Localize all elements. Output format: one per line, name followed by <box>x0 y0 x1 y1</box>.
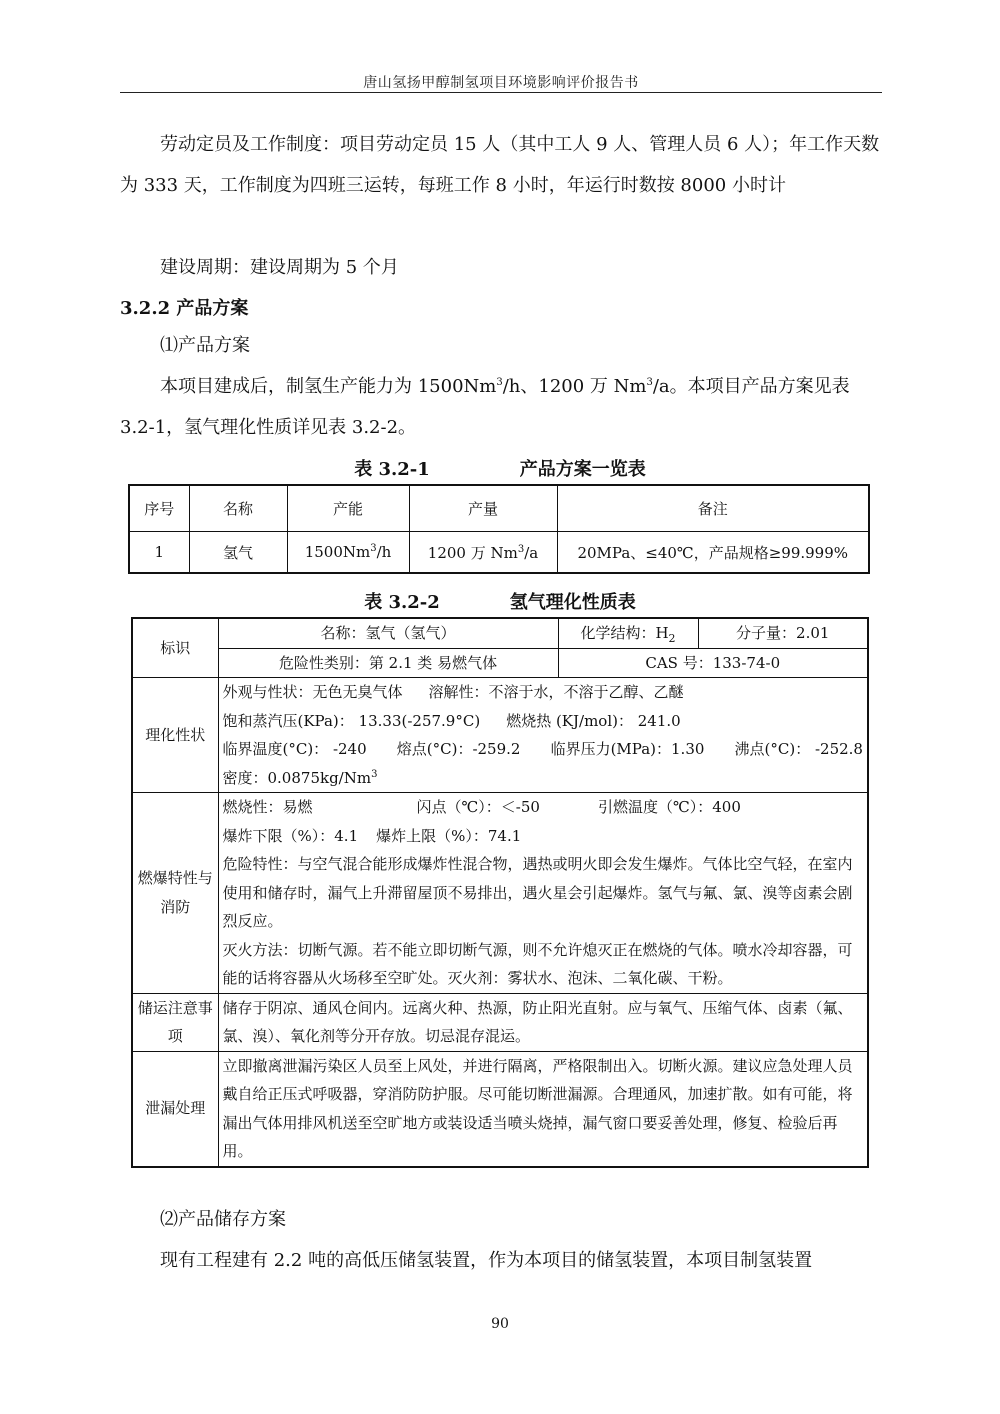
header-cell: 名称 <box>189 485 287 532</box>
ident-row-2 <box>132 648 868 678</box>
leak-label: 泄漏处理 <box>132 1051 218 1167</box>
fire-label: 燃爆特性与消防 <box>132 793 218 994</box>
flash-point: 闪点（℃）：＜-50 <box>416 798 540 816</box>
density: 密度：0.0875kg/Nm$^3$ <box>222 768 378 787</box>
row-capacity: 1500Nm$^3$/h <box>287 532 409 574</box>
ident-row-1 <box>132 618 868 648</box>
header-cell: 序号 <box>129 485 189 532</box>
product-plan-table <box>128 484 870 574</box>
hazard-class: 危险性类别：第 2.1 类 易燃气体 <box>218 648 558 678</box>
table-row <box>129 532 869 574</box>
page-header: 唐山氢扬甲醇制氢项目环境影响评价报告书 <box>363 75 639 91</box>
table1-caption: 表 3.2-1 产品方案一览表 <box>354 459 646 480</box>
hydrogen-properties-table <box>131 617 869 1168</box>
ident-label: 标识 <box>132 618 218 678</box>
physical-label: 理化性状 <box>132 678 218 793</box>
subsection-storage-plan: ⑵产品储存方案 <box>160 1209 286 1230</box>
row-remark: 20MPa、≤40℃，产品规格≥99.999% <box>557 532 869 574</box>
storage-label: 储运注意事项 <box>132 993 218 1051</box>
vapor-pressure: 饱和蒸汽压(KPa)： 13.33(-257.9°C) <box>222 711 481 730</box>
row-name: 氢气 <box>189 532 287 574</box>
fire-properties <box>218 793 868 994</box>
substance-name: 名称：氢气（氢气） <box>218 618 558 648</box>
subsection-product-plan: ⑴产品方案 <box>160 335 250 356</box>
header-cell: 备注 <box>557 485 869 532</box>
hazard-characteristics: 危险特性：与空气混合能形成爆炸性混合物，遇热或明火即会发生爆炸。气体比空气轻，在室内使用和储存时，漏气上升滞留屋顶不易排出，遇火星会引起爆炸。氢气与氟、氯、溴等卤素会剧烈反应。 <box>222 855 853 930</box>
section-heading: 3.2.2 产品方案 <box>120 298 249 319</box>
header-cell: 产量 <box>409 485 557 532</box>
header-cell: 产能 <box>287 485 409 532</box>
construction-paragraph: 建设周期：建设周期为 5 个月 <box>160 257 399 278</box>
solubility: 溶解性：不溶于水，不溶于乙醇、乙醚 <box>428 683 684 701</box>
storage-paragraph: 现有工程建有 2.2 吨的高低压储氢装置，作为本项目的储氢装置，本项目制氢装置 <box>160 1250 813 1271</box>
storage-notes: 储存于阴凉、通风仓间内。远离火种、热源，防止阳光直射。应与氧气、压缩气体、卤素（氟、氯、溴）、氧化剂等分开存放。切忌混存混运。 <box>218 993 868 1051</box>
header-rule <box>120 92 882 93</box>
page-number: 90 <box>491 1316 509 1332</box>
leak-handling: 立即撤离泄漏污染区人员至上风处，并进行隔离，严格限制出入。切断火源。建议应急处理人员戴自给正压式呼吸器，穿消防防护服。尽可能切断泄漏源。合理通风，加速扩散。如有可能，将漏出气体用排风机送至空旷地方或装设适当喷头烧掉，漏气窗口要妥善处理，修复、检验后再用。 <box>218 1051 868 1167</box>
physical-row <box>132 678 868 793</box>
melting-point: 熔点(°C)：-259.2 <box>396 740 521 758</box>
labor-paragraph: 劳动定员及工作制度：项目劳动定员 15 人（其中工人 9 人、管理人员 6 人）；年工作天数为 333 天，工作制度为四班三运转，每班工作 8 小时，年运行时数按 8000 小时计 <box>120 134 880 196</box>
leak-row <box>132 1051 868 1167</box>
extinguishing-method: 灭火方法：切断气源。若不能立即切断气源，则不允许熄灭正在燃烧的气体。喷水冷却容器，可能的话将容器从火场移至空旷处。灭火剂：雾状水、泡沫、二氧化碳、干粉。 <box>222 940 853 987</box>
critical-pressure: 临界压力(MPa)：1.30 <box>550 740 705 758</box>
boiling-point: 沸点(°C)： -252.8 <box>734 740 863 758</box>
combustion-heat: 燃烧热 (KJ/mol)： 241.0 <box>506 711 681 730</box>
physical-properties <box>218 678 868 793</box>
flammability: 燃烧性：易燃 <box>222 798 313 816</box>
row-output: 1200 万 Nm$^3$/a <box>409 532 557 574</box>
chemical-formula: 化学结构：$H_2$ <box>558 618 698 648</box>
table-header-row <box>129 485 869 532</box>
storage-row <box>132 993 868 1051</box>
critical-temperature: 临界温度(°C)： -240 <box>222 740 367 758</box>
lower-explosive-limit: 爆炸下限（%）：4.1 <box>222 826 359 845</box>
appearance: 外观与性状：无色无臭气体 <box>222 683 403 701</box>
cas-number: CAS 号：133-74-0 <box>558 648 868 678</box>
ignition-temperature: 引燃温度（℃）：400 <box>597 798 741 816</box>
molecular-weight: 分子量：2.01 <box>698 618 868 648</box>
upper-explosive-limit: 爆炸上限（%）：74.1 <box>376 826 522 845</box>
row-number: 1 <box>129 532 189 574</box>
fire-row <box>132 793 868 994</box>
table2-caption: 表 3.2-2 氢气理化性质表 <box>364 592 636 613</box>
capacity-paragraph: 本项目建成后，制氢生产能力为 1500Nm$^3$/h、1200 万 Nm$^3$/a。本项目产品方案见表 3.2-1，氢气理化性质详见表 3.2-2。 <box>120 376 850 438</box>
